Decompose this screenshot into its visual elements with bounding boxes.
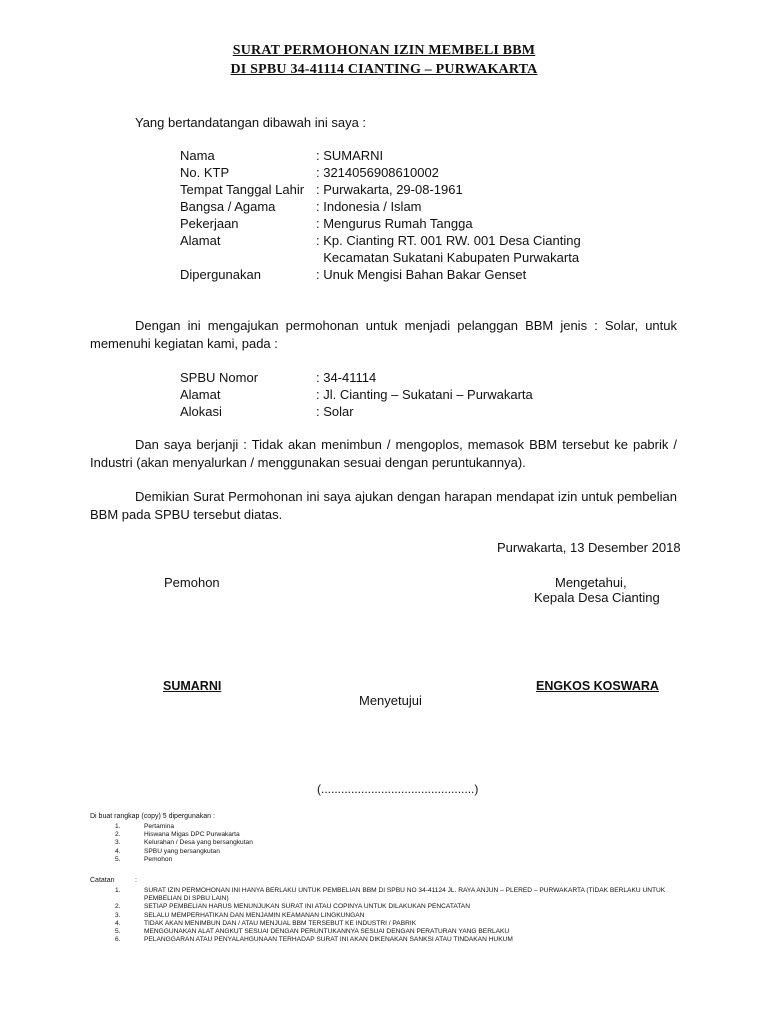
approve-label: Menyetujui — [359, 693, 422, 708]
field-label: Pekerjaan — [180, 216, 239, 231]
list-text: TIDAK AKAN MENIMBUN DAN / ATAU MENJUAL BBM TERSEBUT KE INDUSTRI / PABRIK — [144, 919, 417, 927]
list-number: 2. — [115, 831, 121, 839]
field-value: : Solar — [316, 404, 354, 419]
list-text: SETIAP PEMBELIAN HARUS MENUNJUKAN SURAT INI ATAU COPINYA UNTUK DILAKUKAN PENCATATAN — [144, 903, 470, 911]
village-head-signature-name: ENGKOS KOSWARA — [536, 679, 659, 693]
list-text: SPBU yang bersangkutan — [144, 847, 220, 855]
village-head-role: Kepala Desa Cianting — [534, 590, 660, 605]
list-item — [115, 856, 253, 864]
closing-paragraph: Demikian Surat Permohonan ini saya ajukan dengan harapan mendapat izin untuk pembelian BBM pada SPBU tersebut diatas. — [90, 489, 677, 522]
field-label: Bangsa / Agama — [180, 199, 276, 214]
list-text: PELANGGARAN ATAU PENYALAHGUNAAN TERHADAP SURAT INI AKAN DIKENAKAN SANKSI ATAU TINDAKAN HUKUM — [144, 936, 513, 944]
field-label: Alamat — [180, 233, 221, 248]
field-label: Dipergunakan — [180, 267, 261, 282]
applicant-role: Pemohon — [164, 575, 220, 590]
list-number: 4. — [115, 847, 121, 855]
field-label: No. KTP — [180, 165, 230, 180]
field-value: : 3214056908610002 — [316, 165, 439, 180]
field-label: Nama — [180, 148, 215, 163]
list-number: 6. — [115, 936, 121, 944]
list-item — [115, 887, 704, 903]
notes-heading: Catatan — [90, 877, 115, 884]
list-item — [115, 920, 704, 928]
field-value: : Indonesia / Islam — [316, 199, 422, 214]
list-number: 5. — [115, 855, 121, 863]
list-text: SURAT IZIN PERMOHONAN INI HANYA BERLAKU UNTUK PEMBELIAN BBM DI SPBU NO 34-41124 JL. RAYA ANJUN – PLERED – PURWAKARTA (TIDAK BERLAKU UNTUK PEMBELIAN DI SPBU LAIN) — [144, 887, 666, 903]
list-number: 1. — [115, 823, 121, 830]
list-number: 3. — [115, 839, 121, 847]
list-text: MENGGUNAKAN ALAT ANGKUT SESUAI DENGAN PERUNTUKANNYA SESUAI DENGAN PERATURAN YANG BERLAKU — [144, 928, 510, 936]
notes-colon: : — [135, 877, 137, 884]
intro-text: Yang bertandatangan dibawah ini saya : — [135, 115, 367, 130]
applicant-signature-name: SUMARNI — [163, 679, 222, 693]
list-number: 1. — [115, 887, 121, 894]
list-text: Hiswana Migas DPC Purwakarta — [144, 831, 240, 839]
document-title-line-2: DI SPBU 34-41114 CIANTING – PURWAKARTA — [230, 62, 538, 77]
list-text: Pemohon — [144, 855, 173, 863]
notes-list — [115, 887, 704, 944]
document-title-line-1: SURAT PERMOHONAN IZIN MEMBELI BBM — [232, 43, 536, 58]
field-value: : Unuk Mengisi Bahan Bakar Genset — [316, 267, 527, 282]
list-number: 4. — [115, 919, 121, 927]
list-item — [115, 831, 253, 839]
request-paragraph: Dengan ini mengajukan permohonan untuk menjadi pelanggan BBM jenis : Solar, untuk memenuhi kegiatan kami, pada : — [90, 318, 677, 351]
field-label: Alamat — [180, 387, 221, 402]
list-text: SELALU MEMPERHATIKAN DAN MENJAMIN KEAMANAN LINGKUNGAN — [144, 911, 365, 919]
list-number: 5. — [115, 928, 121, 936]
list-item — [115, 848, 253, 856]
field-value: : SUMARNI — [316, 148, 384, 163]
approver-signature-blank: (..............................................) — [317, 782, 479, 796]
list-item — [115, 903, 704, 911]
field-value: : Purwakarta, 29-08-1961 — [316, 182, 463, 197]
field-label: Alokasi — [180, 404, 222, 419]
field-value: : Jl. Cianting – Sukatani – Purwakarta — [316, 387, 533, 402]
list-text: Pertamina — [144, 823, 175, 830]
copies-list — [115, 823, 253, 864]
acknowledge-label: Mengetahui, — [555, 575, 627, 590]
field-value: : Kp. Cianting RT. 001 RW. 001 Desa Cianting — [316, 233, 581, 248]
field-label: SPBU Nomor — [180, 370, 259, 385]
field-value: : 34-41114 — [316, 370, 377, 385]
list-item — [115, 936, 704, 944]
list-number: 3. — [115, 911, 121, 919]
field-value: Kecamatan Sukatani Kabupaten Purwakarta — [316, 250, 580, 265]
copies-heading: Di buat rangkap (copy) 5 dipergunakan : — [90, 813, 215, 820]
field-value: : Mengurus Rumah Tangga — [316, 216, 473, 231]
list-item — [115, 839, 253, 847]
list-item — [115, 928, 704, 936]
list-item — [115, 823, 253, 831]
list-item — [115, 912, 704, 920]
list-text: Kelurahan / Desa yang bersangkutan — [144, 839, 253, 847]
promise-paragraph: Dan saya berjanji : Tidak akan menimbun / mengoplos, memasok BBM tersebut ke pabrik / Industri (akan menyalurkan / menggunakan sesuai dengan peruntukannya). — [90, 437, 677, 470]
list-number: 2. — [115, 903, 121, 911]
field-label: Tempat Tanggal Lahir — [180, 182, 305, 197]
place-date: Purwakarta, 13 Desember 2018 — [497, 540, 681, 555]
